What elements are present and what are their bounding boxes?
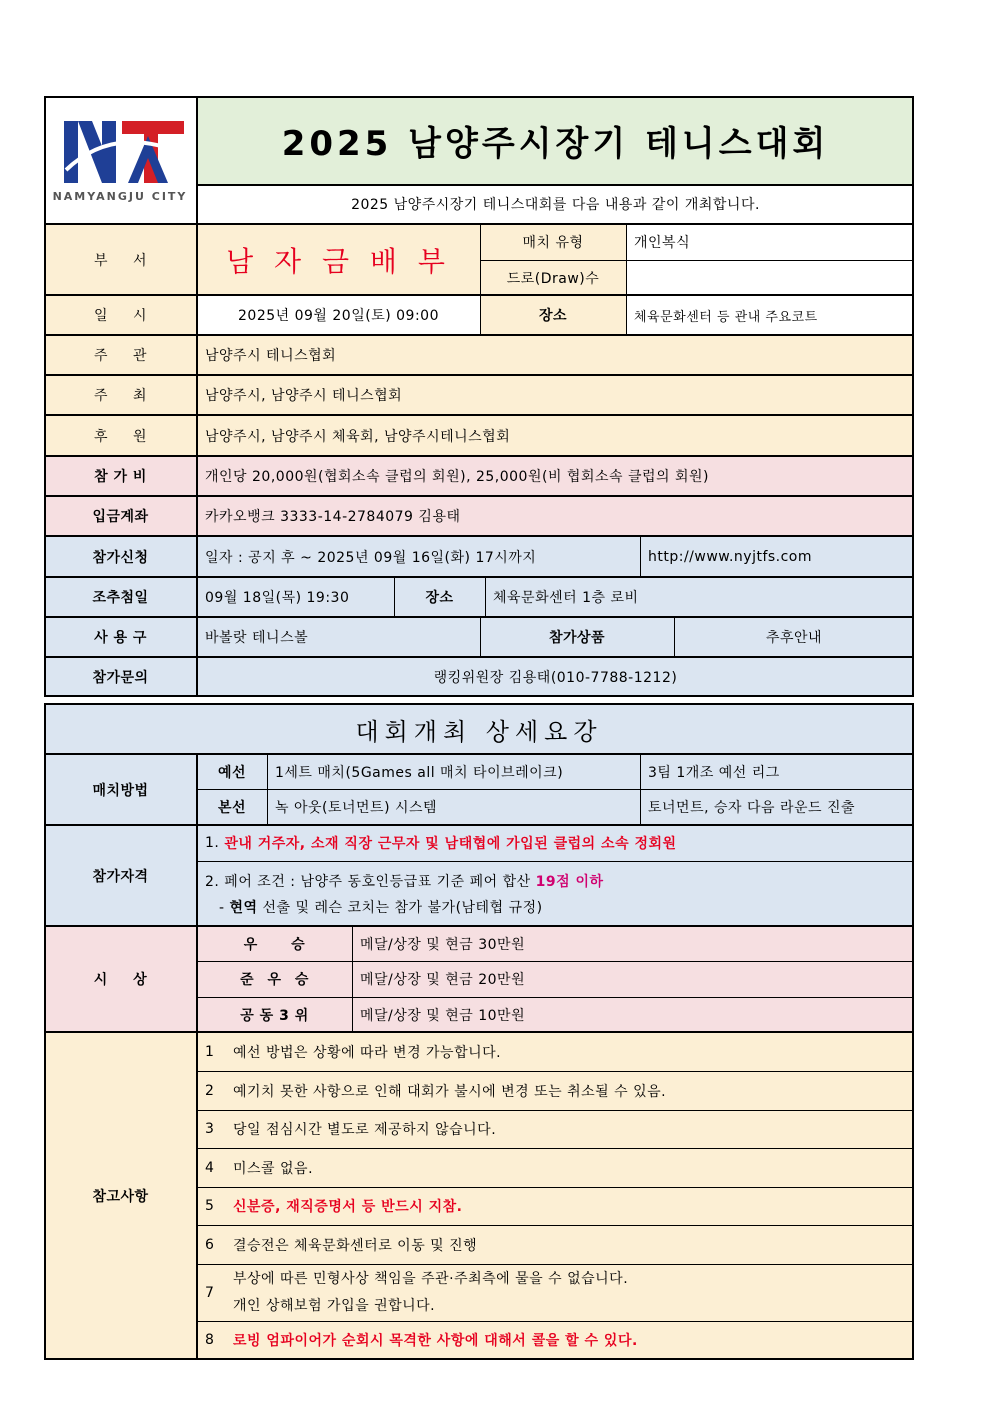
- main-format: 토너먼트, 승자 다음 라운드 진출: [640, 789, 914, 825]
- date-value: 2025년 09월 20일(토) 09:00: [197, 295, 480, 335]
- draw-venue-value: 체육문화센터 1층 로비: [485, 577, 914, 617]
- eligibility-1-prefix: 1.: [205, 835, 225, 851]
- eligibility-label: 참가자격: [44, 825, 197, 926]
- account-value: 카카오뱅크 3333-14-2784079 김용태: [197, 496, 914, 536]
- ball-label: 사 용 구: [44, 617, 197, 657]
- award-rank-1: 우 승: [197, 926, 352, 961]
- award-prize-3: 메달/상장 및 현금 10만원: [352, 997, 914, 1032]
- account-label: 입금계좌: [44, 496, 197, 536]
- draw-date-label: 조추첨일: [44, 577, 197, 617]
- note-item-2: 2 예기치 못한 사항으로 인해 대회가 불시에 변경 또는 취소될 수 있음.: [197, 1071, 914, 1110]
- main-label: 본선: [197, 789, 267, 825]
- fee-label: 참 가 비: [44, 456, 197, 496]
- eligibility-1-text: 관내 거주자, 소재 직장 근무자 및 남태협에 가입된 클럽의 소속 정회원: [224, 836, 677, 852]
- match-method-label: 매치방법: [44, 754, 197, 825]
- note-item-1: 1 예선 방법은 상황에 따라 변경 가능합니다.: [197, 1032, 914, 1071]
- eligibility-2-prefix: 2. 페어 조건 : 남양주 동호인등급표 기준 페어 합산: [205, 874, 536, 890]
- draw-count-label: 드로(Draw)수: [480, 260, 626, 295]
- prize-item-value: 추후안내: [674, 617, 914, 657]
- details-heading: 대회개최 상세요강: [44, 704, 914, 754]
- date-label: 일 시: [44, 295, 197, 335]
- prelim-desc: 1세트 매치(5Games all 매치 타이브레이크): [267, 754, 640, 789]
- eligibility-3-bold: 현역: [229, 900, 258, 916]
- eligibility-3-rest: 선출 및 레슨 코치는 참가 불가(남테협 규정): [257, 900, 543, 916]
- award-rank-2: 준 우 승: [197, 961, 352, 997]
- apply-value: 일자 : 공지 후 ~ 2025년 09월 16일(화) 17시까지: [197, 536, 640, 577]
- awards-label: 시 상: [44, 926, 197, 1032]
- draw-date-value: 09월 18일(목) 19:30: [197, 577, 394, 617]
- prelim-format: 3팀 1개조 예선 리그: [640, 754, 914, 789]
- fee-value: 개인당 20,000원(협회소속 클럽의 회원), 25,000원(비 협회소속 클럽의 회원): [197, 456, 914, 496]
- note-item-5: 5 신분증, 재직증명서 등 반드시 지참.: [197, 1187, 914, 1225]
- notes-label: 참고사항: [44, 1032, 197, 1359]
- ball-value: 바볼랏 테니스볼: [197, 617, 480, 657]
- note-item-4: 4 미스콜 없음.: [197, 1148, 914, 1187]
- venue-value: 체육문화센터 등 관내 주요코트: [626, 295, 914, 335]
- eligibility-3-prefix: -: [219, 900, 230, 916]
- logo-text: NAMYANGJU CITY: [52, 190, 188, 203]
- department-label: 부 서: [44, 224, 197, 295]
- award-prize-2: 메달/상장 및 현금 20만원: [352, 961, 914, 997]
- inquiry-value: 랭킹위원장 김용태(010-7788-1212): [197, 657, 914, 697]
- apply-label: 참가신청: [44, 536, 197, 577]
- eligibility-2-points: 19점 이하: [535, 874, 604, 890]
- venue-label: 장소: [480, 295, 626, 335]
- prize-item-label: 참가상품: [480, 617, 674, 657]
- host-value: 남양주시, 남양주시 테니스협회: [197, 375, 914, 415]
- apply-url-link[interactable]: http://www.nyjtfs.com: [640, 536, 914, 577]
- organizer-label: 주 관: [44, 335, 197, 375]
- main-desc: 녹 아웃(토너먼트) 시스템: [267, 789, 640, 825]
- prelim-label: 예선: [197, 754, 267, 789]
- award-rank-3: 공 동 3 위: [197, 997, 352, 1032]
- sponsor-value: 남양주시, 남양주시 체육회, 남양주시테니스협회: [197, 415, 914, 456]
- page-title: 2025 남양주시장기 테니스대회: [197, 96, 914, 184]
- award-prize-1: 메달/상장 및 현금 30만원: [352, 926, 914, 961]
- subtitle: 2025 남양주시장기 테니스대회를 다음 내용과 같이 개최합니다.: [197, 184, 914, 224]
- note-item-7: 7 부상에 따른 민형사상 책임을 주관·주최측에 물을 수 없습니다. 개인 상해보험 가입을 권합니다.: [197, 1264, 914, 1321]
- match-type-value: 개인복식: [626, 224, 914, 260]
- note-item-8: 8 로빙 엄파이어가 순회시 목격한 사항에 대해서 콜을 할 수 있다.: [197, 1321, 914, 1359]
- sponsor-label: 후 원: [44, 415, 197, 456]
- note-item-3: 3 당일 점심시간 별도로 제공하지 않습니다.: [197, 1110, 914, 1148]
- inquiry-label: 참가문의: [44, 657, 197, 697]
- organizer-value: 남양주시 테니스협회: [197, 335, 914, 375]
- host-label: 주 최: [44, 375, 197, 415]
- department-value: 남 자 금 배 부: [197, 224, 480, 295]
- draw-venue-label: 장소: [394, 577, 485, 617]
- note-item-6: 6 결승전은 체육문화센터로 이동 및 진행: [197, 1225, 914, 1264]
- match-type-label: 매치 유형: [480, 224, 626, 260]
